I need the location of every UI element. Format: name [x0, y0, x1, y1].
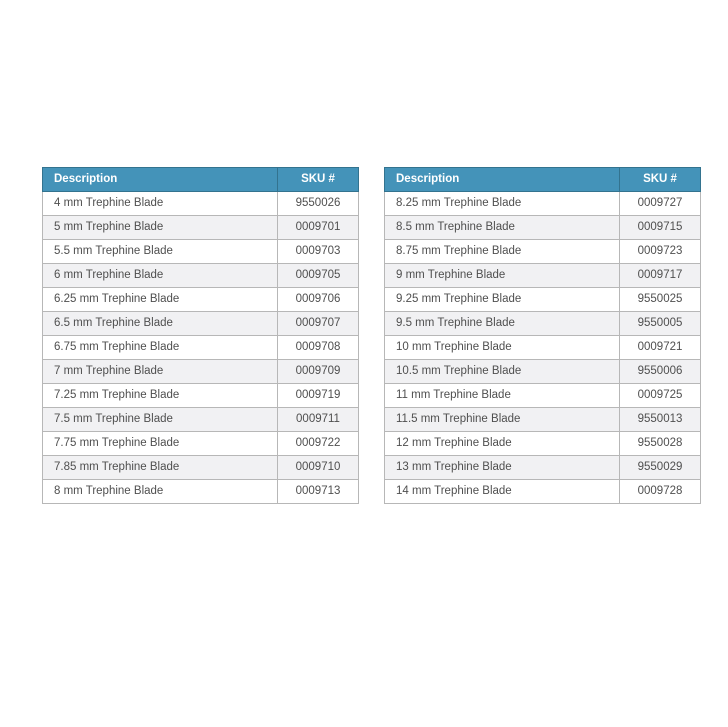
description-cell: 6 mm Trephine Blade — [43, 264, 278, 288]
table-row — [43, 264, 359, 288]
sku-cell: 9550005 — [620, 312, 701, 336]
table-row — [43, 360, 359, 384]
description-cell: 7.85 mm Trephine Blade — [43, 456, 278, 480]
description-cell: 8.25 mm Trephine Blade — [385, 192, 620, 216]
sku-cell: 0009709 — [278, 360, 359, 384]
description-cell: 9.25 mm Trephine Blade — [385, 288, 620, 312]
sku-cell: 0009719 — [278, 384, 359, 408]
table-row — [43, 288, 359, 312]
table-row — [385, 192, 701, 216]
table-row — [385, 384, 701, 408]
description-cell: 8 mm Trephine Blade — [43, 480, 278, 504]
table-row — [43, 432, 359, 456]
table-row — [385, 456, 701, 480]
description-cell: 8.5 mm Trephine Blade — [385, 216, 620, 240]
sku-cell: 0009713 — [278, 480, 359, 504]
table-row — [385, 360, 701, 384]
description-cell: 6.75 mm Trephine Blade — [43, 336, 278, 360]
header-row — [385, 168, 701, 192]
table-header — [43, 168, 359, 192]
description-column-header: Description — [43, 168, 278, 192]
description-cell: 7 mm Trephine Blade — [43, 360, 278, 384]
description-cell: 8.75 mm Trephine Blade — [385, 240, 620, 264]
table-body — [385, 192, 701, 504]
sku-cell: 0009722 — [278, 432, 359, 456]
table-row — [43, 480, 359, 504]
sku-cell: 0009711 — [278, 408, 359, 432]
table-body — [43, 192, 359, 504]
sku-cell: 0009707 — [278, 312, 359, 336]
table-header — [385, 168, 701, 192]
sku-cell: 9550006 — [620, 360, 701, 384]
sku-cell: 0009723 — [620, 240, 701, 264]
table-row — [43, 456, 359, 480]
sku-cell: 0009710 — [278, 456, 359, 480]
description-cell: 7.5 mm Trephine Blade — [43, 408, 278, 432]
description-cell: 7.25 mm Trephine Blade — [43, 384, 278, 408]
table-row — [385, 336, 701, 360]
table-row — [385, 216, 701, 240]
table-row — [385, 312, 701, 336]
sku-column-header: SKU # — [620, 168, 701, 192]
trephine-blade-table-left — [42, 167, 359, 504]
table-row — [385, 264, 701, 288]
description-cell: 12 mm Trephine Blade — [385, 432, 620, 456]
description-cell: 11.5 mm Trephine Blade — [385, 408, 620, 432]
table-row — [43, 336, 359, 360]
description-cell: 6.25 mm Trephine Blade — [43, 288, 278, 312]
description-cell: 13 mm Trephine Blade — [385, 456, 620, 480]
table-row — [43, 240, 359, 264]
table-row — [385, 240, 701, 264]
description-column-header: Description — [385, 168, 620, 192]
table-row — [385, 288, 701, 312]
sku-cell: 0009701 — [278, 216, 359, 240]
table-row — [385, 432, 701, 456]
table-row — [385, 480, 701, 504]
description-cell: 9 mm Trephine Blade — [385, 264, 620, 288]
sku-column-header: SKU # — [278, 168, 359, 192]
sku-cell: 9550025 — [620, 288, 701, 312]
description-cell: 11 mm Trephine Blade — [385, 384, 620, 408]
sku-cell: 0009705 — [278, 264, 359, 288]
description-cell: 5.5 mm Trephine Blade — [43, 240, 278, 264]
sku-cell: 0009725 — [620, 384, 701, 408]
description-cell: 7.75 mm Trephine Blade — [43, 432, 278, 456]
description-cell: 10 mm Trephine Blade — [385, 336, 620, 360]
sku-cell: 0009708 — [278, 336, 359, 360]
table-row — [43, 192, 359, 216]
sku-cell: 0009728 — [620, 480, 701, 504]
table-row — [43, 216, 359, 240]
sku-cell: 0009727 — [620, 192, 701, 216]
sku-cell: 0009717 — [620, 264, 701, 288]
sku-cell: 0009721 — [620, 336, 701, 360]
description-cell: 5 mm Trephine Blade — [43, 216, 278, 240]
description-cell: 4 mm Trephine Blade — [43, 192, 278, 216]
sku-cell: 0009715 — [620, 216, 701, 240]
sku-cell: 9550013 — [620, 408, 701, 432]
table-row — [385, 408, 701, 432]
sku-cell: 9550028 — [620, 432, 701, 456]
sku-cell: 9550029 — [620, 456, 701, 480]
description-cell: 9.5 mm Trephine Blade — [385, 312, 620, 336]
description-cell: 14 mm Trephine Blade — [385, 480, 620, 504]
description-cell: 6.5 mm Trephine Blade — [43, 312, 278, 336]
header-row — [43, 168, 359, 192]
table-row — [43, 384, 359, 408]
trephine-blade-table-right — [384, 167, 701, 504]
sku-cell: 0009703 — [278, 240, 359, 264]
sku-cell: 0009706 — [278, 288, 359, 312]
table-row — [43, 408, 359, 432]
table-row — [43, 312, 359, 336]
description-cell: 10.5 mm Trephine Blade — [385, 360, 620, 384]
sku-cell: 9550026 — [278, 192, 359, 216]
